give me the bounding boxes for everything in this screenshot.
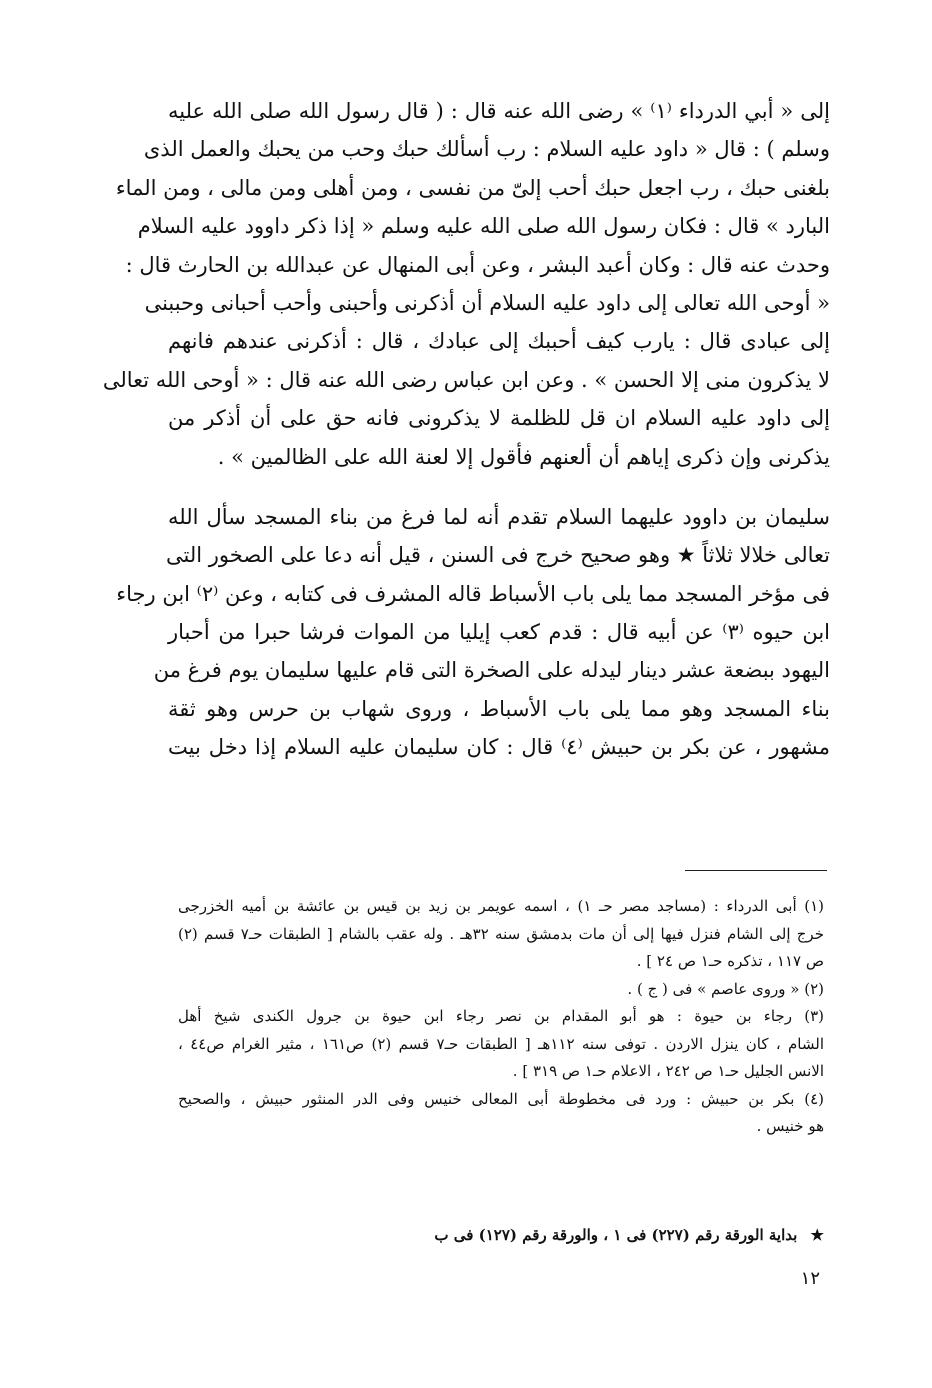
text-line: وسلم ) : قال « داود عليه السلام : رب أسألك حبك وحب من يحبك والعمل الذى (143, 137, 830, 162)
text-line: فى مؤخر المسجد مما يلى باب الأسباط قاله المشرف فى كتابه ، وعن ⁽٢⁾ ابن رجاء (116, 581, 830, 606)
footnote-separator (685, 870, 827, 871)
text-line: يذكرنى وإن ذكرى إياهم أن ألعنهم فأقول إلا لعنة الله على الظالمين » . (217, 444, 830, 469)
footnote-line: خرج إلى الشام فنزل فيها إلى أن مات بدمشق سنه ٣٢هـ . وله عقب بالشام [ الطبقات حـ٧ قسم (٢) (178, 924, 824, 943)
footnotes (178, 893, 824, 1141)
footnote-line: (١) أبى الدرداء : (مساجد مصر حـ ١) ، اسمه عويمر بن زيد بن قيس بن عائشة بن أميه الخزرجى (178, 897, 824, 915)
main-text (102, 92, 831, 767)
footnote-line: الانس الجليل حـ١ ص ٢٤٢ ، الاعلام حـ١ ص ٣١٩ ] . (512, 1062, 824, 1080)
text-line: تعالى خلالا ثلاثاً ★ وهو صحيح خرج فى السنن ، قيل أنه دعا على الصخور التى (166, 543, 830, 568)
text-line: إلى « أبي الدرداء ⁽١⁾ » رضى الله عنه قال : ( قال رسول الله صلى الله عليه (168, 99, 830, 123)
text-line: إلى عبادى قال : يارب كيف أحببك إلى عبادك ، قال : أذكرنى عندهم فانهم (168, 329, 830, 354)
text-line: لا يذكرون منى إلا الحسن » . وعن ابن عباس رضى الله عنه قال : « أوحى الله تعالى (102, 367, 830, 392)
footnote-line: (٣) رجاء بن حيوة : هو أبو المقدام بن نصر رجاء ابن حيوة بن جرول الكندى شيخ أهل (178, 1007, 824, 1025)
paragraph-2 (116, 498, 831, 767)
text-line: بناء المسجد وهو مما يلى باب الأسباط ، وروى شهاب بن حرس وهو ثقة (168, 696, 830, 721)
folio-note-text: بداية الورقة رقم (٢٢٧) فى ١ ، والورقة رقم (١٢٧) فى ب (434, 1226, 798, 1244)
text-line: سليمان بن داوود عليهما السلام تقدم أنه لما فرغ من بناء المسجد سأل الله (168, 504, 830, 529)
footnote-line: (٤) بكر بن حبيش : ورد فى مخطوطة أبى المعالى خنيس وفى الدر المنثور حبيش ، والصحيح (178, 1089, 824, 1108)
footnote-line: (٢) « وروى عاصم » فى ( ج ) . (627, 979, 824, 998)
text-line: ابن حيوه ⁽٣⁾ عن أبيه قال : قدم كعب إيليا من الموات فرشا حبرا من أحبار (168, 620, 831, 645)
text-line: وحدث عنه قال : وكان أعبد البشر ، وعن أبى المنهال عن عبدالله بن الحارث قال : (125, 252, 830, 277)
text-line: « أوحى الله تعالى إلى داود عليه السلام أن أذكرنى وأحبنى وأحب أحبانى وحببنى (144, 290, 830, 315)
paragraph-1 (102, 92, 830, 476)
star-icon: ★ (810, 1226, 824, 1244)
text-line: إلى داود عليه السلام ان قل للظلمة لا يذكرونى فانه حق على أن أذكر من (168, 406, 830, 431)
footnote-line: هو خنيس . (756, 1117, 824, 1135)
text-line: البارد » قال : فكان رسول الله صلى الله عليه وسلم « إذا ذكر داوود عليه السلام (137, 214, 830, 239)
manuscript-folio-note (434, 1226, 824, 1244)
footnote-line: ص ١١٧ ، تذكره حـ١ ص ٢٤ ] . (636, 952, 824, 970)
footnote-line: الشام ، كان ينزل الاردن . توفى سنه ١١٢هـ [ الطبقات حـ٧ قسم (٢) ص١٦١ ، مثير الغرام ص٤٤ ، (178, 1034, 824, 1053)
text-line: اليهود ببضعة عشر دينار ليدله على الصخرة التى قام عليها سليمان يوم فرغ من (153, 658, 830, 683)
page-number: ١٢ (800, 1268, 820, 1289)
text-line: بلغنى حبك ، رب اجعل حبك أحب إلىّ من نفسى ، ومن أهلى ومن مالى ، ومن الماء (115, 175, 830, 200)
text-line: مشهور ، عن بكر بن حبيش ⁽٤⁾ قال : كان سليمان عليه السلام إذا دخل بيت (168, 735, 830, 760)
